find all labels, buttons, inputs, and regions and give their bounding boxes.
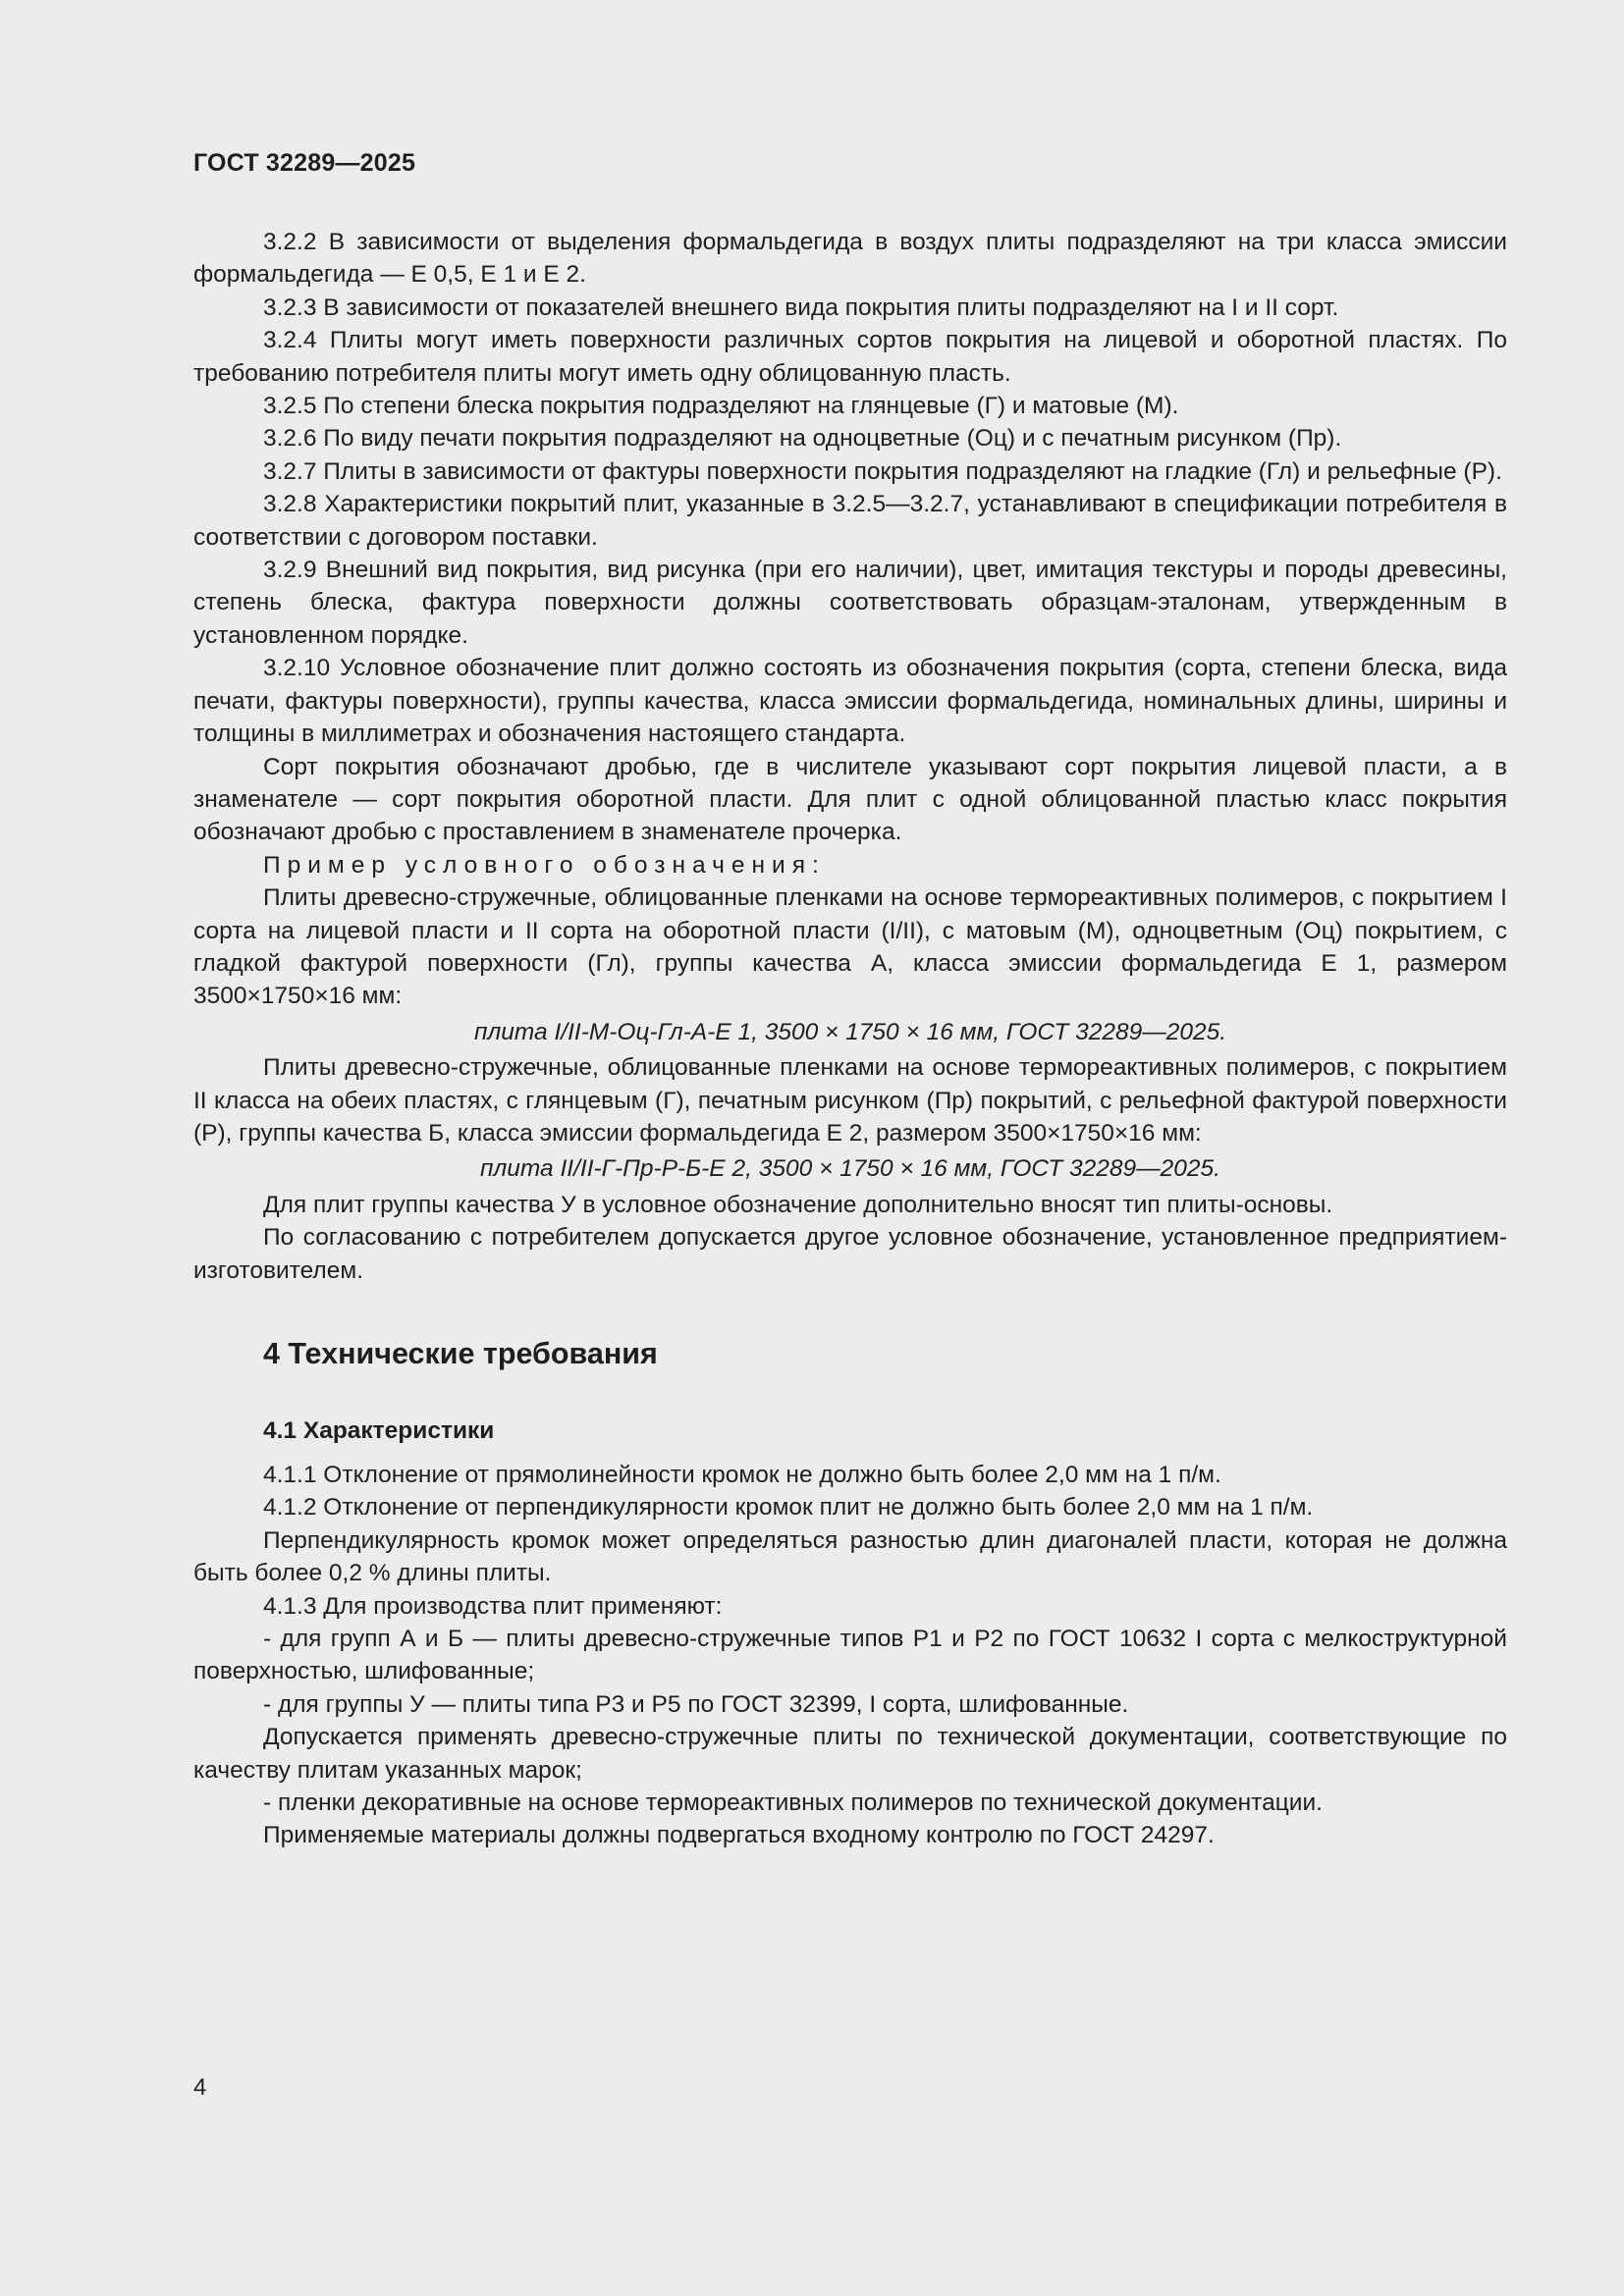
paragraph-perpendicularity: Перпендикулярность кромок может определяться разностью длин диагоналей пласти, которая не должна быть более 0,2 % длины плиты. bbox=[193, 1526, 1507, 1587]
example-2-text: Плиты древесно-стружечные, облицованные пленками на основе термореактивных полимеров, с покрытием II класса на обеих пластях, с глянцевым (Г), печатным рисунком (Пр) покрытий, с рельефной фактурой поверхности (Р), группы качества Б, класса эмиссии формальдегида Е 2, размером 3500×1750×16 мм: bbox=[193, 1054, 1507, 1147]
document-header-code: ГОСТ 32289—2025 bbox=[193, 149, 416, 177]
paragraph-3-2-5: 3.2.5 По степени блеска покрытия подразделяют на глянцевые (Г) и матовые (М). bbox=[263, 393, 1179, 420]
list-item-groups-a-b: - для групп А и Б — плиты древесно-стружечные типов Р1 и Р2 по ГОСТ 10632 I сорта с мелкоструктурной поверхностью, шлифованные; bbox=[193, 1626, 1507, 1685]
page-number: 4 bbox=[193, 2074, 207, 2101]
paragraph-group-u: Для плит группы качества У в условное обозначение дополнительно вносят тип плиты-основы. bbox=[263, 1191, 1333, 1218]
paragraph-4-1-3: 4.1.3 Для производства плит применяют: bbox=[263, 1592, 723, 1620]
example-label: Пример условного обозначения: bbox=[263, 851, 826, 879]
example-2-designation: плита II/II-Г-Пр-Р-Б-Е 2, 3500 × 1750 × 16 мм, ГОСТ 32289—2025. bbox=[480, 1155, 1220, 1183]
paragraph-4-1-2: 4.1.2 Отклонение от перпендикулярности кромок плит не должно быть более 2,0 мм на 1 п/м. bbox=[263, 1494, 1314, 1522]
paragraph-3-2-6: 3.2.6 По виду печати покрытия подразделяют на одноцветные (Оц) и с печатным рисунком (Пр). bbox=[263, 425, 1342, 453]
paragraph-other-designation: По согласованию с потребителем допускается другое условное обозначение, установленное предприятием-изготовителем. bbox=[193, 1224, 1507, 1284]
paragraph-3-2-9: 3.2.9 Внешний вид покрытия, вид рисунка (при его наличии), цвет, имитация текстуры и породы древесины, степень блеска, фактура поверхности должны соответствовать образцам-эталонам, утвержденным в установленном порядке. bbox=[193, 557, 1507, 649]
paragraph-incoming-control: Применяемые материалы должны подвергаться входному контролю по ГОСТ 24297. bbox=[263, 1822, 1215, 1849]
paragraph-3-2-8: 3.2.8 Характеристики покрытий плит, указанные в 3.2.5—3.2.7, устанавливают в спецификации потребителя в соответствии с договором поставки. bbox=[193, 491, 1507, 551]
section-4-heading: 4 Технические требования bbox=[263, 1337, 658, 1370]
example-1-designation: плита I/II-М-Оц-Гл-А-Е 1, 3500 × 1750 × 16 мм, ГОСТ 32289—2025. bbox=[473, 1018, 1227, 1045]
list-item-decorative-films: - пленки декоративные на основе термореактивных полимеров по технической документации. bbox=[263, 1789, 1323, 1817]
paragraph-grade-fraction: Сорт покрытия обозначают дробью, где в числителе указывают сорт покрытия лицевой пласти, а в знаменателе — сорт покрытия оборотной пласти. Для плит с одной облицованной пластью класс покрытия обозначают дробью с проставлением в знаменателе прочерка. bbox=[193, 753, 1507, 846]
paragraph-3-2-7: 3.2.7 Плиты в зависимости от фактуры поверхности покрытия подразделяют на гладкие (Гл) и рельефные (Р). bbox=[263, 457, 1502, 485]
paragraph-allowed-boards: Допускается применять древесно-стружечные плиты по технической документации, соответствующие по качеству плитам указанных марок; bbox=[193, 1724, 1507, 1784]
paragraph-3-2-4: 3.2.4 Плиты могут иметь поверхности различных сортов покрытия на лицевой и оборотной пластях. По требованию потребителя плиты могут иметь одну облицованную пласть. bbox=[193, 327, 1507, 387]
list-item-group-u: - для группы У — плиты типа Р3 и Р5 по ГОСТ 32399, I сорта, шлифованные. bbox=[263, 1690, 1129, 1718]
paragraph-3-2-2: 3.2.2 В зависимости от выделения формальдегида в воздух плиты подразделяют на три класса эмиссии формальдегида — Е 0,5, Е 1 и Е 2. bbox=[193, 229, 1507, 289]
document-body bbox=[193, 226, 1507, 1852]
paragraph-3-2-3: 3.2.3 В зависимости от показателей внешнего вида покрытия плиты подразделяют на I и II сорт. bbox=[263, 294, 1339, 321]
paragraph-3-2-10: 3.2.10 Условное обозначение плит должно состоять из обозначения покрытия (сорта, степени блеска, вида печати, фактуры поверхности), группы качества, класса эмиссии формальдегида, номинальных длины, ширины и толщины в миллиметрах и обозначения настоящего стандарта. bbox=[193, 655, 1507, 748]
example-1-text: Плиты древесно-стружечные, облицованные пленками на основе термореактивных полимеров, с покрытием I сорта на лицевой пласти и II сорта на оборотной пласти (I/II), с матовым (М), одноцветным (Оц) покрытием, с гладкой фактурой поверхности (Гл), группы качества А, класса эмиссии формальдегида Е 1, размером 3500×1750×16 мм: bbox=[193, 884, 1507, 1010]
paragraph-4-1-1: 4.1.1 Отклонение от прямолинейности кромок не должно быть более 2,0 мм на 1 п/м. bbox=[263, 1462, 1221, 1488]
subsection-4-1-heading: 4.1 Характеристики bbox=[263, 1417, 495, 1444]
